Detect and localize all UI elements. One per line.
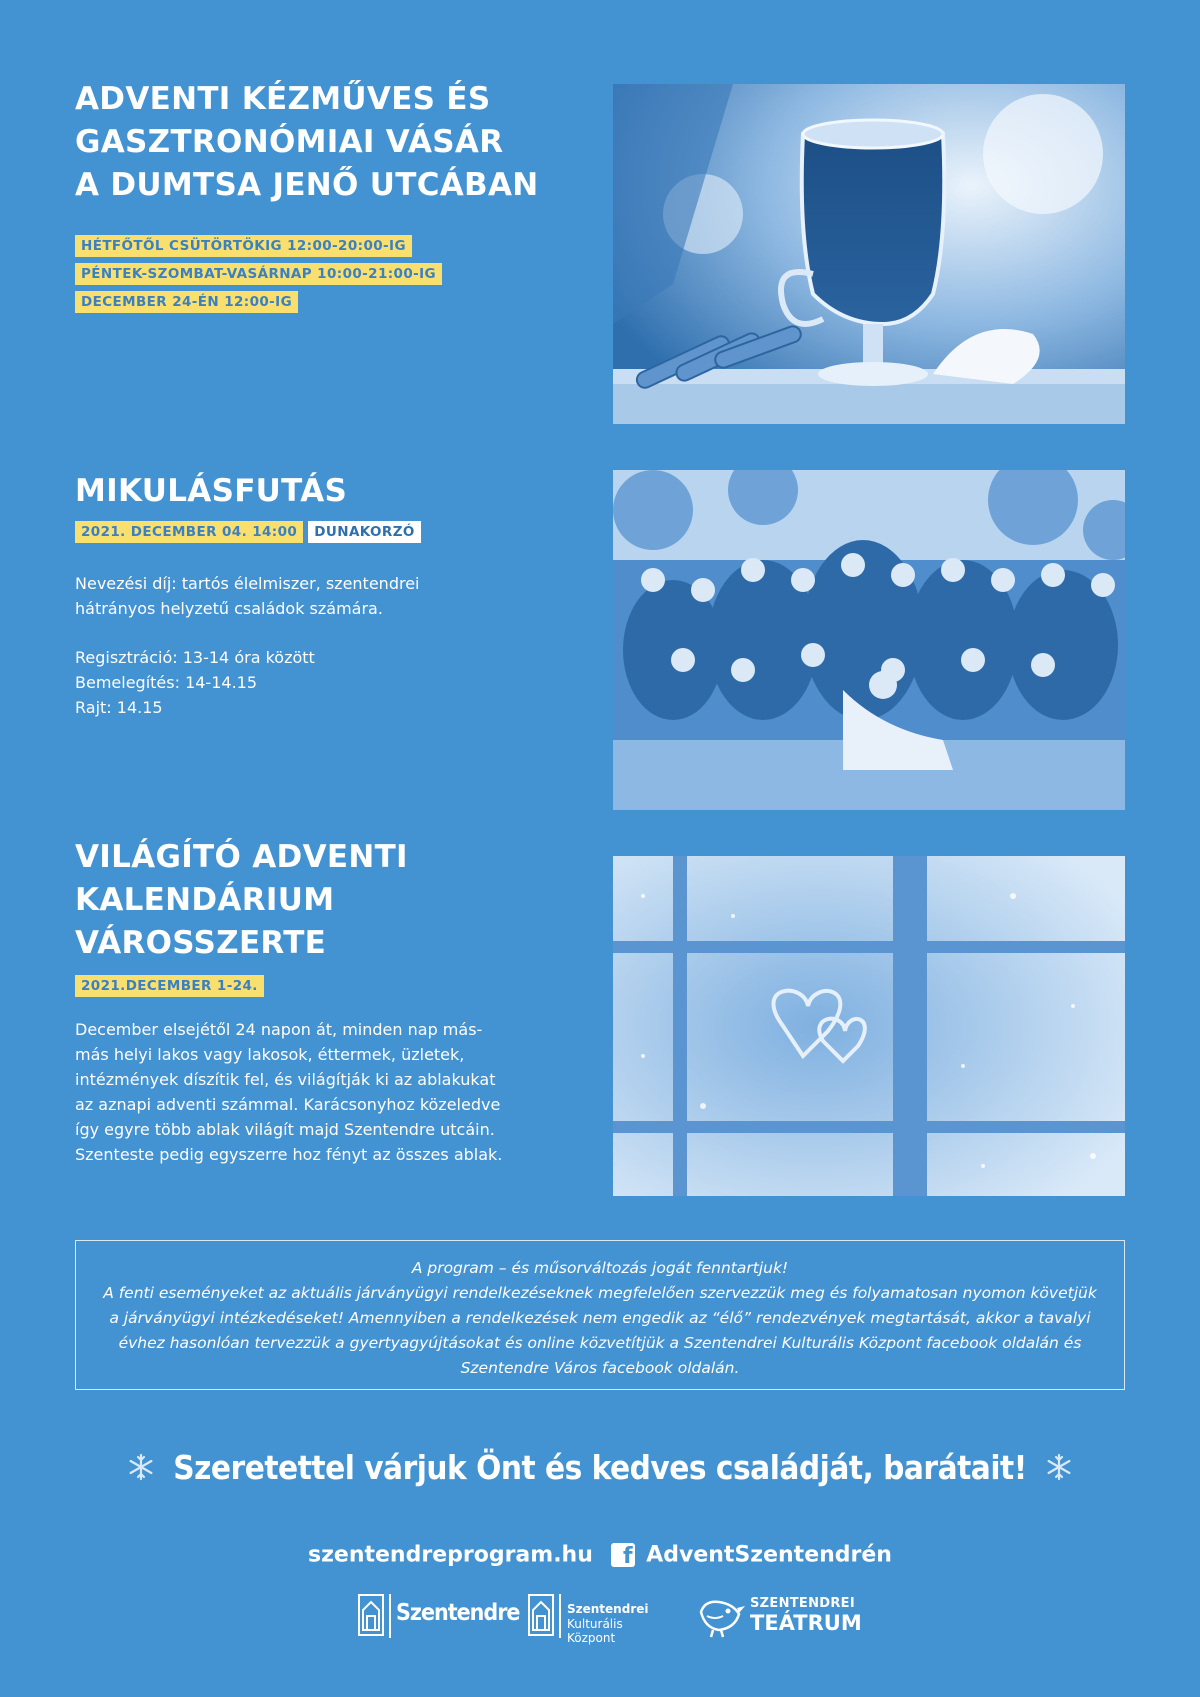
notice-line: a járványügyi intézkedéseket! Amennyiben a rendelkezések nem engedik az “élő” rendezvények megtartását, akkor a tavalyi bbox=[109, 1309, 1091, 1327]
website-link[interactable]: szentendreprogram.hu bbox=[308, 1542, 593, 1568]
city-logo-text: Szentendre bbox=[396, 1600, 520, 1626]
title-line: ADVENTI KÉZMŰVES ÉS bbox=[75, 81, 491, 117]
frosted-window-photo bbox=[613, 856, 1125, 1196]
contact-links bbox=[0, 1542, 1200, 1568]
cultural-center-logo bbox=[528, 1592, 668, 1645]
program-change-notice bbox=[75, 1240, 1125, 1390]
description-line: így egyre több ablak világít majd Szentendre utcáin. bbox=[75, 1120, 495, 1139]
szentendre-city-logo bbox=[358, 1592, 520, 1640]
welcome-slogan bbox=[0, 1448, 1200, 1489]
slogan-text: Szeretettel várjuk Önt és kedves családját, barátait! bbox=[173, 1448, 1027, 1487]
sponsor-logos bbox=[0, 1592, 1200, 1645]
snowflake-icon bbox=[127, 1450, 155, 1489]
section-santa-run bbox=[75, 470, 595, 720]
description-line: Nevezési díj: tartós élelmiszer, szentendrei bbox=[75, 574, 420, 593]
warmup-line: Bemelegítés: 14-14.15 bbox=[75, 673, 258, 692]
teatrum-logo bbox=[695, 1592, 862, 1640]
cultural-logo-line2: Kulturális Központ bbox=[567, 1617, 623, 1645]
event-tags bbox=[75, 975, 595, 997]
description-line: Szenteste pedig egyszerre hoz fényt az összes ablak. bbox=[75, 1145, 503, 1164]
description-line: December elsejétől 24 napon át, minden nap más- bbox=[75, 1020, 483, 1039]
snowflake-icon bbox=[1045, 1450, 1073, 1489]
section-market bbox=[75, 78, 595, 319]
description-line: az aznapi adventi számmal. Karácsonyhoz közeledve bbox=[75, 1095, 501, 1114]
event-description bbox=[75, 571, 595, 720]
notice-line: A program – és műsorváltozás jogát fenntartjuk! bbox=[411, 1259, 789, 1277]
date-tag: 2021.DECEMBER 1-24. bbox=[75, 975, 264, 997]
santa-run-crowd-photo bbox=[613, 470, 1125, 810]
teatrum-logo-line1: SZENTENDREI bbox=[750, 1596, 855, 1611]
registration-line: Regisztráció: 13-14 óra között bbox=[75, 648, 315, 667]
description-line: más helyi lakos vagy lakosok, éttermek, üzletek, bbox=[75, 1045, 465, 1064]
event-description bbox=[75, 1017, 595, 1167]
mulled-wine-photo bbox=[613, 84, 1125, 424]
description-line: intézmények díszítik fel, és világítják ki az ablakukat bbox=[75, 1070, 496, 1089]
schedule-tag: HÉTFŐTŐL CSÜTÖRTÖKIG 12:00-20:00-IG bbox=[75, 235, 412, 257]
section-advent-calendar bbox=[75, 836, 595, 1167]
location-tag: DUNAKORZÓ bbox=[308, 521, 421, 543]
title-line: KALENDÁRIUM VÁROSSZERTE bbox=[75, 882, 335, 961]
cultural-logo-line1: Szentendrei bbox=[567, 1602, 649, 1616]
schedule-tag: DECEMBER 24-ÉN 12:00-IG bbox=[75, 291, 298, 313]
facebook-page-link[interactable]: AdventSzentendrén bbox=[646, 1542, 892, 1568]
title-line: VILÁGÍTÓ ADVENTI bbox=[75, 839, 408, 875]
date-tag: 2021. DECEMBER 04. 14:00 bbox=[75, 521, 303, 543]
event-tags bbox=[75, 521, 595, 543]
schedule-tag: PÉNTEK-SZOMBAT-VASÁRNAP 10:00-21:00-IG bbox=[75, 263, 442, 285]
start-line: Rajt: 14.15 bbox=[75, 698, 163, 717]
bird-icon bbox=[695, 1594, 747, 1638]
title-line: GASZTRONÓMIAI VÁSÁR bbox=[75, 124, 504, 160]
title-line: MIKULÁSFUTÁS bbox=[75, 473, 348, 509]
teatrum-logo-line2: TEÁTRUM bbox=[750, 1611, 862, 1635]
notice-line: évhez hasonlóan tervezzük a gyertyagyújtásokat és online közvetítjük a Szentendrei Kulturális Központ facebook oldalán és bbox=[118, 1334, 1082, 1352]
title-line: A DUMTSA JENŐ UTCÁBAN bbox=[75, 167, 539, 203]
description-line: hátrányos helyzetű családok számára. bbox=[75, 599, 383, 618]
facebook-icon: f bbox=[611, 1543, 635, 1567]
section-title bbox=[75, 836, 595, 965]
notice-line: Szentendre Város facebook oldalán. bbox=[460, 1359, 740, 1377]
notice-line: A fenti eseményeket az aktuális járványügyi rendelkezéseknek megfelelően szervezzük meg és folyamatosan nyomon követjük bbox=[103, 1284, 1097, 1302]
schedule-tags bbox=[75, 235, 595, 313]
section-title bbox=[75, 470, 595, 513]
section-title bbox=[75, 78, 595, 207]
